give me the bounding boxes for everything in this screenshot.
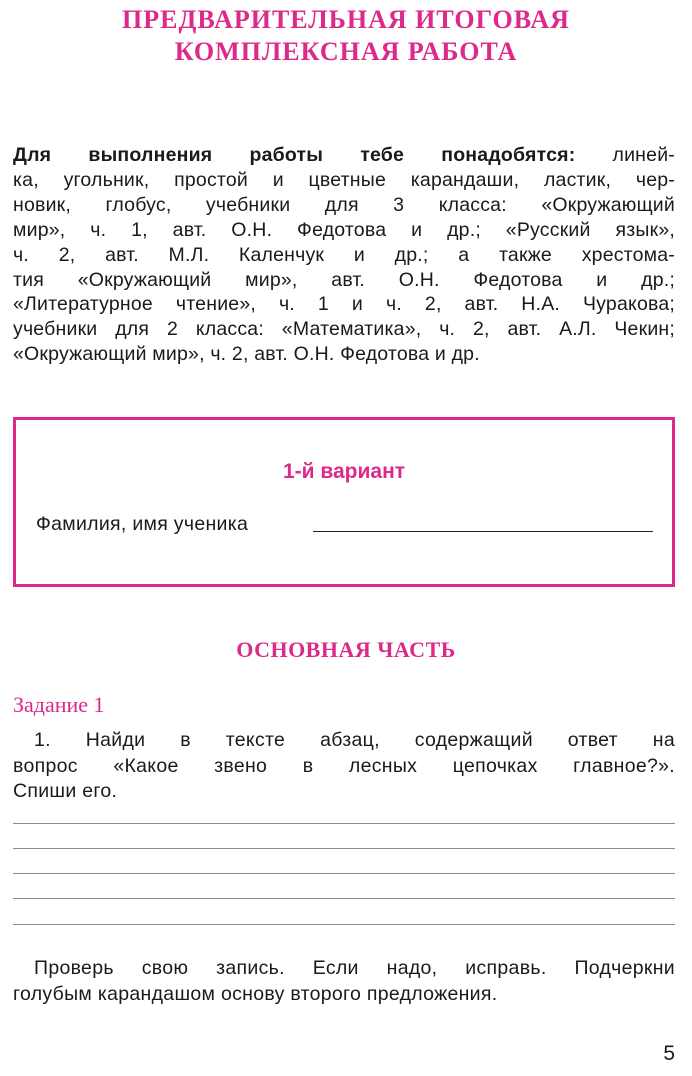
materials-line-8: учебники для 2 класса: «Математика», ч. 2, авт. А.Л. Чекин; — [13, 318, 675, 341]
materials-line-5: ч. 2, авт. М.Л. Каленчук и др.; а также хрестома- — [13, 243, 675, 266]
check-line-2: голубым карандашом основу второго предложения. — [13, 982, 498, 1005]
page-title-line-1: ПРЕДВАРИТЕЛЬНАЯ ИТОГОВАЯ — [122, 5, 570, 34]
section-title: ОСНОВНАЯ ЧАСТЬ — [236, 637, 456, 662]
check-instructions — [13, 956, 675, 1007]
materials-line-4: мир», ч. 1, авт. О.Н. Федотова и др.; «Русский язык», — [13, 218, 675, 241]
answer-line-2[interactable] — [13, 848, 675, 849]
answer-line-4[interactable] — [13, 898, 675, 899]
task-instructions — [13, 728, 675, 805]
task-line-1: 1. Найди в тексте абзац, содержащий ответ на — [34, 729, 675, 751]
materials-line-1-rest: линей- — [575, 144, 675, 166]
answer-line-3[interactable] — [13, 873, 675, 874]
check-line-1: Проверь свою запись. Если надо, исправь. Подчеркни — [34, 957, 675, 979]
materials-line-9: «Окружающий мир», ч. 2, авт. О.Н. Федотова и др. — [13, 343, 480, 366]
student-name-label: Фамилия, имя ученика — [36, 513, 249, 535]
variant-title: 1-й вариант — [282, 460, 406, 483]
page-number: 5 — [663, 1042, 675, 1065]
variant-box — [13, 417, 675, 587]
materials-line-3: новик, глобус, учебники для 3 класса: «Окружающий — [13, 193, 675, 216]
task-title: Задание 1 — [13, 692, 105, 717]
task-line-3: Спиши его. — [13, 780, 118, 802]
student-name-field[interactable] — [313, 531, 653, 532]
materials-lead: Для выполнения работы тебе понадобятся: — [13, 144, 576, 166]
answer-line-5[interactable] — [13, 924, 675, 925]
answer-line-1[interactable] — [13, 823, 675, 824]
materials-line-1 — [13, 143, 675, 168]
materials-line-2: ка, угольник, простой и цветные карандаши, ластик, чер- — [13, 168, 675, 191]
page-title-line-2: КОМПЛЕКСНАЯ РАБОТА — [174, 37, 518, 66]
materials-line-7: «Литературное чтение», ч. 1 и ч. 2, авт. Н.А. Чуракова; — [13, 293, 675, 316]
materials-line-6: тия «Окружающий мир», авт. О.Н. Федотова и др.; — [13, 268, 675, 291]
task-line-2: вопрос «Какое звено в лесных цепочках главное?». — [13, 754, 675, 777]
page-title — [0, 4, 692, 68]
materials-paragraph — [13, 143, 675, 367]
